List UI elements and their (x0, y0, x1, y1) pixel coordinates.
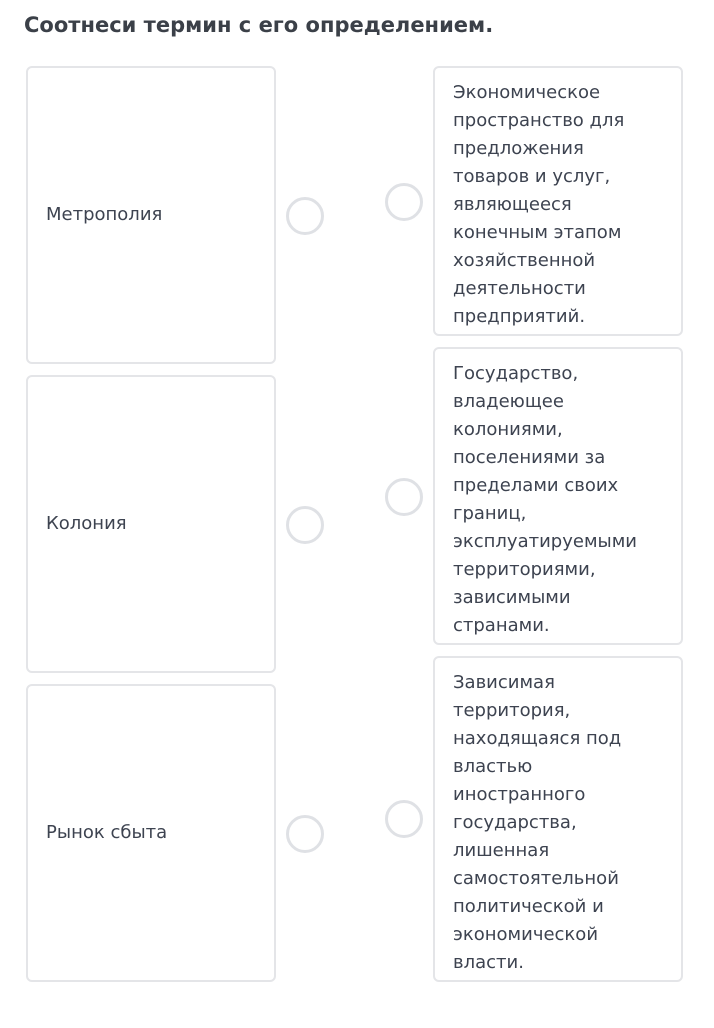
term-card-1[interactable] (26, 66, 276, 364)
term-card-2[interactable] (26, 375, 276, 673)
term-label: Колония (46, 513, 127, 534)
definition-text: Государство, владеющее колониями, поселениями за пределами своих границ, эксплуатируемыми территориями, зависимыми странами. (453, 363, 638, 636)
definition-card-3[interactable] (433, 656, 683, 982)
definition-2-connector-dot[interactable] (385, 478, 423, 516)
definition-text: Экономическое пространство для предложения товаров и услуг, являющееся конечным этапом хозяйственной деятельности предприятий. (453, 82, 625, 327)
definition-1-connector-dot[interactable] (385, 183, 423, 221)
term-2-connector-dot[interactable] (286, 506, 324, 544)
term-3-connector-dot[interactable] (286, 815, 324, 853)
term-1-connector-dot[interactable] (286, 197, 324, 235)
term-label: Метрополия (46, 204, 163, 225)
definition-card-2[interactable] (433, 347, 683, 645)
term-card-3[interactable] (26, 684, 276, 982)
task-title: Соотнеси термин с его определением. (24, 13, 494, 37)
definition-3-connector-dot[interactable] (385, 800, 423, 838)
definition-card-1[interactable] (433, 66, 683, 336)
term-label: Рынок сбыта (46, 822, 168, 843)
definition-text: Зависимая территория, находящаяся под властью иностранного государства, лишенная самостоятельной политической и экономической власти. (453, 672, 622, 973)
